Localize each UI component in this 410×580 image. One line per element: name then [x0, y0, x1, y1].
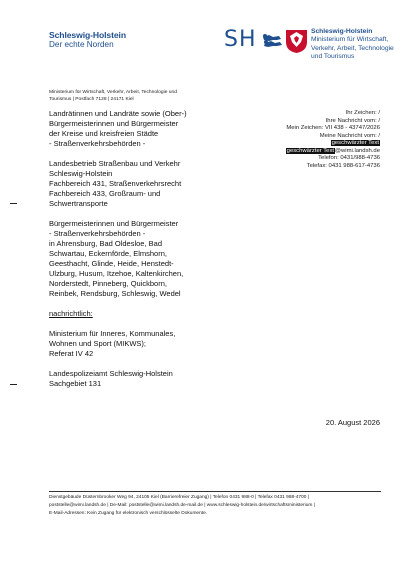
sender-line-2: Tourismus | Postfach 7128 | 24171 Kiel — [49, 97, 134, 102]
address-line: Fachbereich 431, Straßenverkehrsrecht — [49, 179, 182, 188]
letter-date: 20. August 2026 — [325, 418, 380, 427]
footer-line-1: Dienstgebäude Düsternbrooker Weg 94, 24105 Kiel (Barrierefreier Zugang) | Telefon 0431 988-0 | Telefax 0431 988-4700 | — [49, 495, 310, 500]
footer-line-3: E-Mail-Adressen: Kein Zugang für elektronisch verschlüsselte Dokumente. — [49, 511, 208, 516]
footer-line-2: poststelle@wimi.landsh.de | De-Mail: poststelle@wimi.landsh.de-mail.de | www.schleswig-holstein.de/wirtschaftsministerium | — [49, 503, 315, 508]
recipient-block-1 — [49, 109, 224, 149]
your-message-date: Ihre Nachricht vom: / — [325, 117, 380, 124]
address-line: Geesthacht, Glinde, Heide, Henstedt- — [49, 259, 174, 268]
address-line: Reinbek, Rendsburg, Schleswig, Wedel — [49, 289, 181, 298]
contact-email-row — [230, 148, 380, 156]
address-line: Schwertransporte — [49, 199, 108, 208]
ministry-name-line1: Schleswig-Holstein — [311, 28, 373, 35]
address-line: - Straßenverkehrsbehörden - — [49, 229, 146, 238]
punch-mark — [10, 384, 17, 385]
address-line: Ulzburg, Husum, Itzehoe, Kaltenkirchen, — [49, 269, 184, 278]
ministry-name-line3: Verkehr, Arbeit, Technologie — [311, 44, 394, 52]
my-reference: Mein Zeichen: VII 438 - 43747/2026 — [286, 125, 380, 131]
address-line: Wohnen und Sport (MIKWS); — [49, 339, 146, 348]
cc-heading — [49, 309, 224, 319]
address-line: Ministerium für Inneres, Kommunales, — [49, 329, 176, 338]
ministry-logo — [224, 26, 394, 66]
address-line: Schleswig-Holstein — [49, 169, 113, 178]
cc-label: nachrichtlich: — [49, 309, 93, 318]
redacted-email: geschwärzter Text — [286, 147, 335, 154]
address-line: Landesbetrieb Straßenbau und Verkehr — [49, 159, 181, 168]
footer — [49, 491, 381, 518]
coat-of-arms-icon — [261, 28, 317, 54]
state-logo-slogan: Der echte Norden — [49, 40, 114, 49]
address-line: Fachbereich 433, Großraum- und — [49, 189, 161, 198]
state-logo — [49, 30, 126, 50]
recipient-block-2 — [49, 159, 224, 209]
sender-line-1: Ministerium für Wirtschaft, Verkehr, Arbeit, Technologie und — [49, 90, 177, 95]
your-reference: Ihr Zeichen: / — [345, 110, 380, 116]
contact-phone: Telefon: 0431/988-4736 — [318, 155, 380, 161]
address-line: Sachgebiet 131 — [49, 379, 102, 388]
state-logo-name: Schleswig-Holstein — [49, 30, 126, 40]
address-line: Bürgermeisterinnen und Bürgermeister — [49, 219, 179, 228]
recipient-block-4 — [49, 329, 224, 359]
address-line: - Straßenverkehrsbehörden - — [49, 139, 146, 148]
contact-name-row — [230, 140, 380, 148]
sender-line — [49, 89, 249, 103]
recipient-block-3 — [49, 219, 224, 299]
address-line: Schwartau, Eckernförde, Elmshorn, — [49, 249, 167, 258]
address-line: Bürgermeisterinnen und Bürgermeister — [49, 119, 179, 128]
ministry-name-line2: Ministerium für Wirtschaft, — [311, 36, 389, 44]
my-message-date: Meine Nachricht vom: / — [319, 132, 380, 139]
ministry-name-line4: und Tourismus — [311, 53, 355, 61]
sh-wordmark: SH — [224, 27, 257, 52]
address-line: Landrätinnen und Landräte sowie (Ober-) — [49, 109, 187, 118]
address-line: Landespolizeiamt Schleswig-Holstein — [49, 369, 173, 378]
reference-block — [230, 110, 380, 170]
email-domain: @wimi.landsh.de — [335, 147, 380, 154]
fold-mark — [10, 203, 17, 204]
recipient-address — [49, 109, 224, 399]
ministry-name — [311, 28, 397, 62]
address-line: Norderstedt, Pinneberg, Quickborn, — [49, 279, 167, 288]
address-line: Referat IV 42 — [49, 349, 94, 358]
redacted-name: geschwärzter Text — [331, 140, 379, 146]
contact-fax: Telefax: 0431 988-617-4736 — [306, 162, 380, 169]
address-line: der Kreise und kreisfreien Städte — [49, 129, 159, 138]
address-line: in Ahrensburg, Bad Oldesloe, Bad — [49, 239, 162, 248]
recipient-block-5 — [49, 369, 224, 389]
